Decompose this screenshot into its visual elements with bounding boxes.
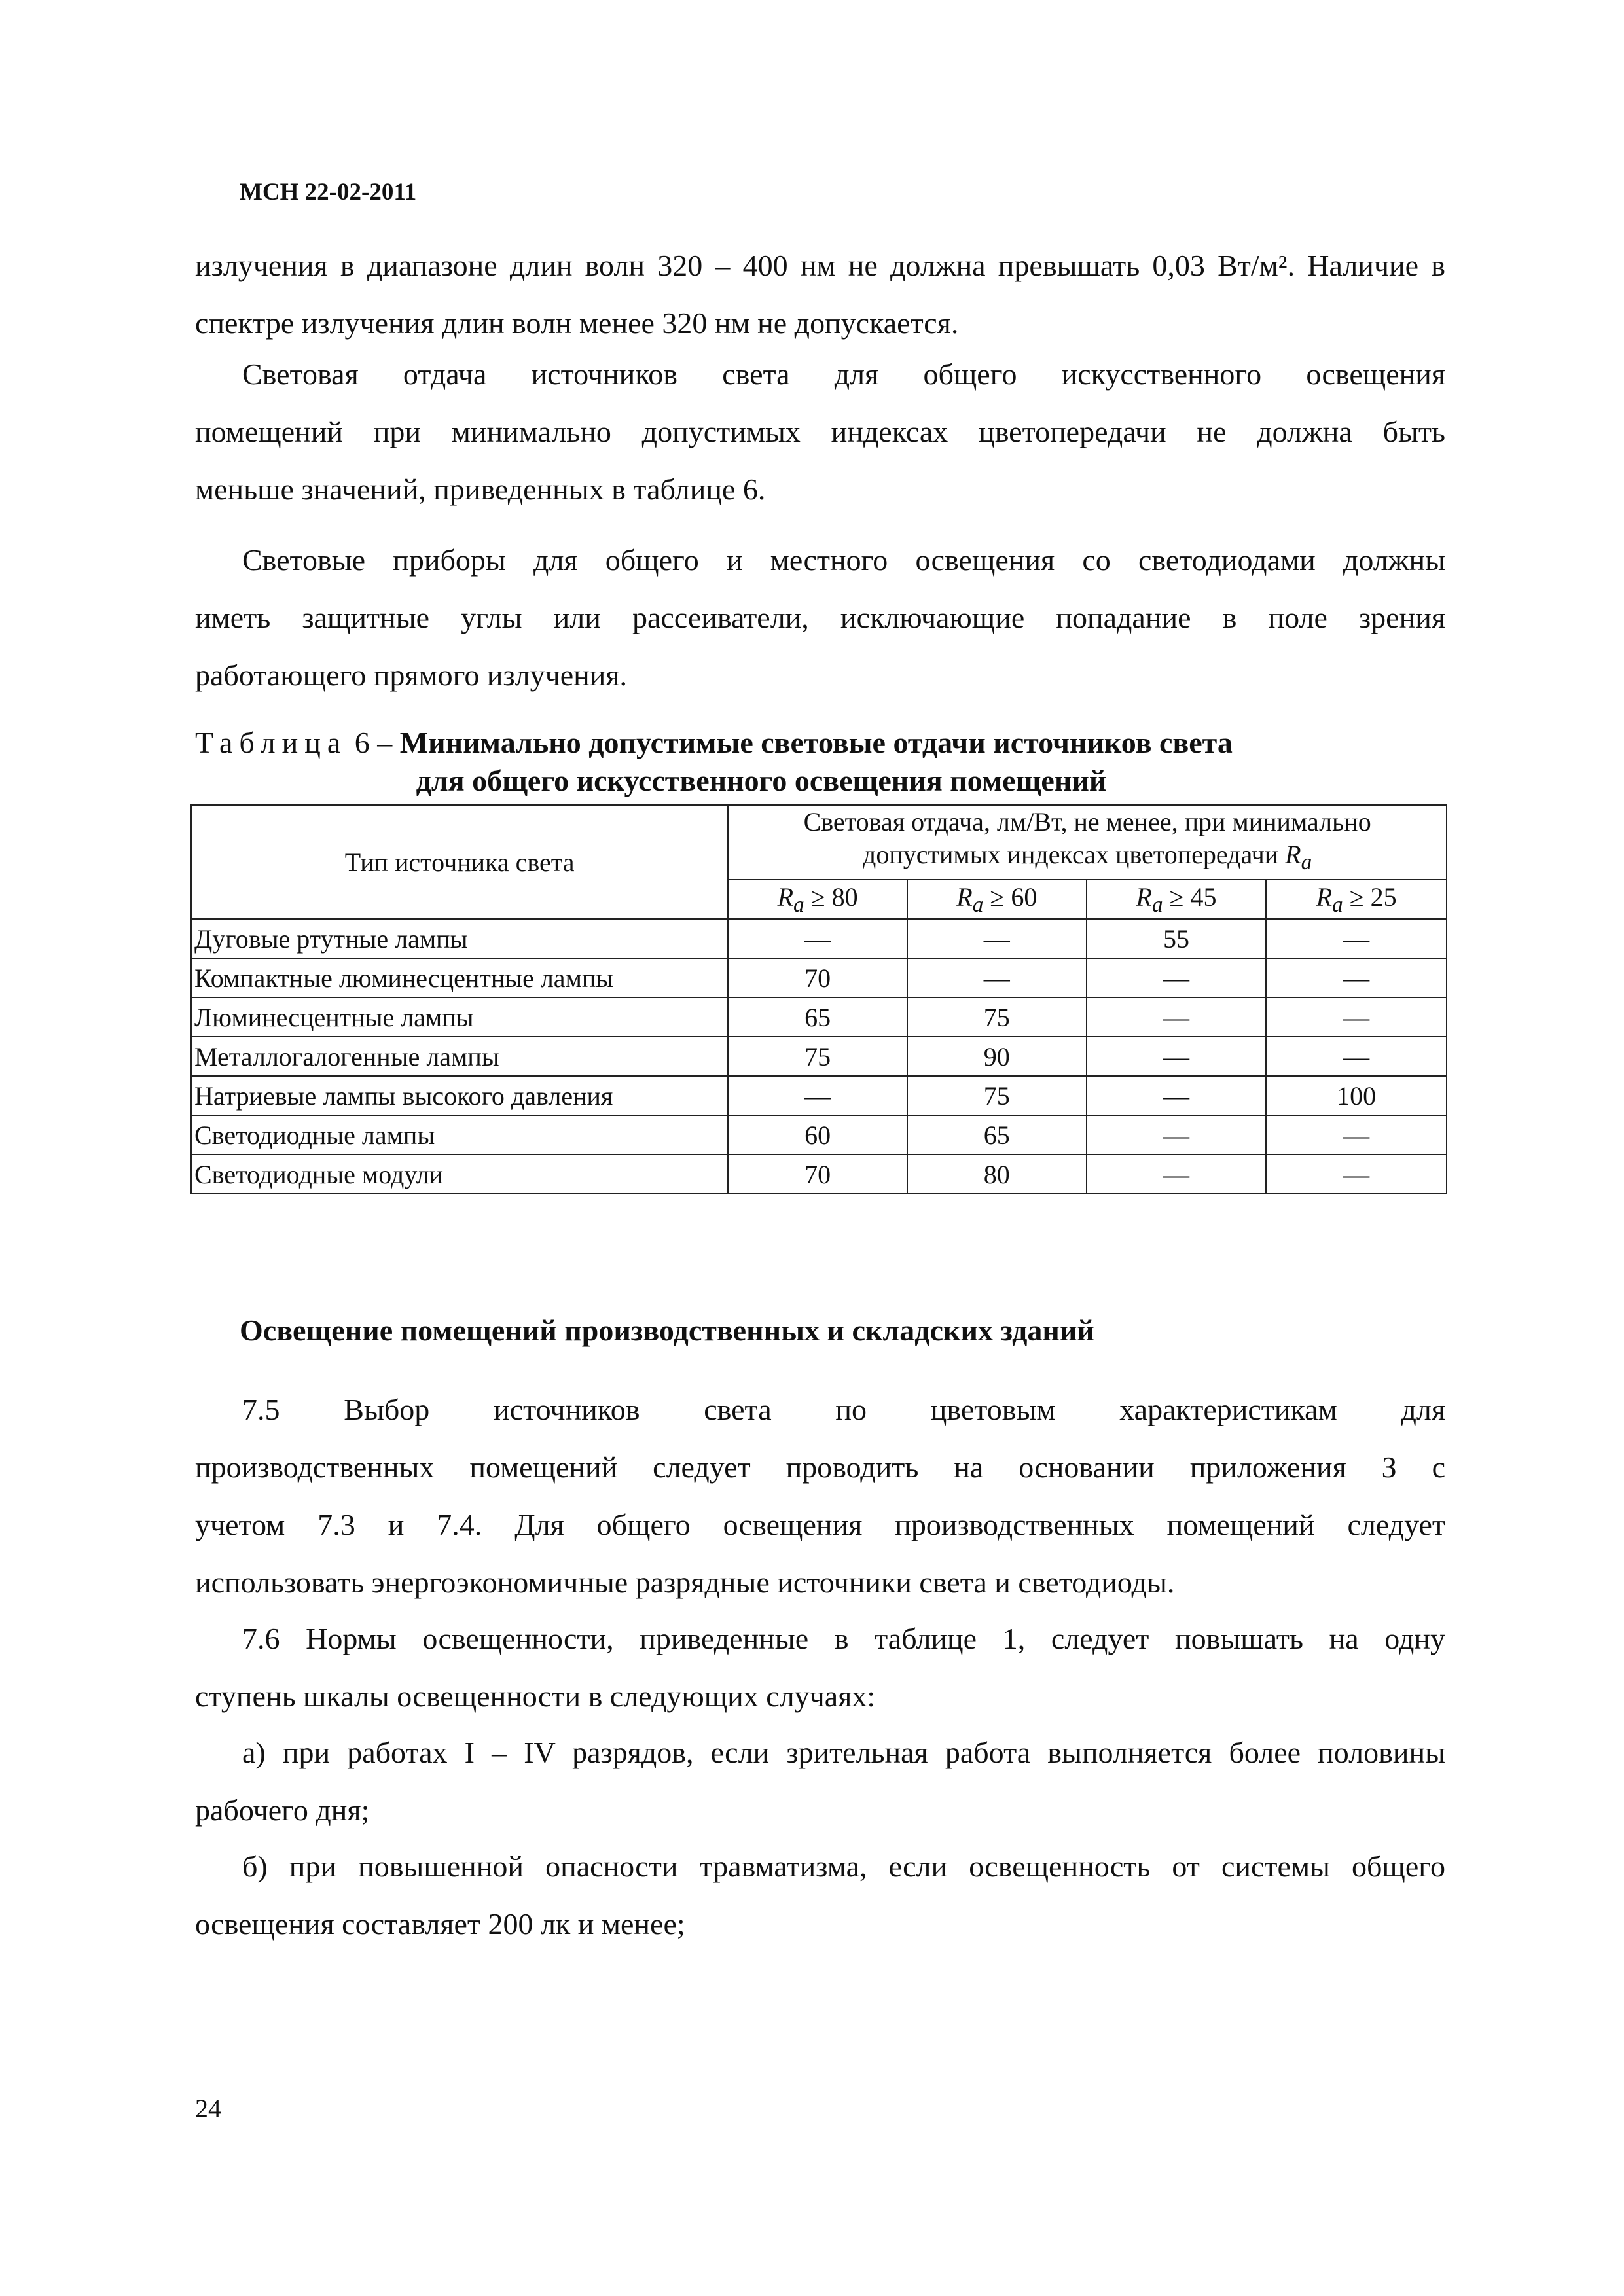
table-cell-value: — [1266, 919, 1447, 958]
table-row [191, 997, 1447, 1037]
paragraph-line: а) при работах I – IV разрядов, если зрительная работа выполняется более половины [242, 1736, 1445, 1769]
table-caption-title-line2: для общего искусственного освещения помещений [416, 764, 1107, 797]
table-cell-source-name: Натриевые лампы высокого давления [191, 1076, 728, 1115]
table-cell-value: 75 [907, 1076, 1087, 1115]
table-cell-source-name: Люминесцентные лампы [191, 997, 728, 1037]
paragraph-line: излучения в диапазоне длин волн 320 – 400 нм не должна превышать 0,03 Вт/м². Наличие в [195, 249, 1445, 282]
paragraph-luminous-efficacy [195, 346, 1445, 518]
ra-symbol: R [1285, 840, 1301, 869]
table-cell-value: — [1266, 1115, 1447, 1155]
table-cell-value: — [1266, 1155, 1447, 1194]
column-header-ra-60: $R_a \ge 60$ [907, 880, 1087, 919]
table-cell-source-name: Светодиодные лампы [191, 1115, 728, 1155]
table-header-row [191, 805, 1447, 880]
column-header-source-type: Тип источника света [191, 805, 728, 919]
table-cell-source-name: Компактные люминесцентные лампы [191, 958, 728, 997]
ra-subscript: a [1301, 850, 1312, 874]
paragraph-line: работающего прямого излучения. [195, 658, 628, 692]
table-caption-number: 6 – [354, 726, 393, 759]
column-header-ra-45: $R_a \ge 45$ [1087, 880, 1267, 919]
paragraph-line: 7.5 Выбор источников света по цветовым характеристикам для [242, 1393, 1445, 1426]
document-code: МСН 22-02-2011 [240, 179, 417, 206]
table-cell-value: — [1266, 1037, 1447, 1076]
section-title: Освещение помещений производственных и складских зданий [240, 1314, 1094, 1347]
group-header-line2: допустимых индексах цветопередачи [863, 840, 1279, 869]
table-cell-value: — [1266, 997, 1447, 1037]
table-caption-prefix: Таблица [195, 726, 348, 759]
list-item-a [195, 1724, 1445, 1839]
table-cell-value: — [728, 919, 907, 958]
table-row [191, 1037, 1447, 1076]
group-header-line1: Световая отдача, лм/Вт, не менее, при минимально [803, 807, 1371, 836]
table-cell-value: 90 [907, 1037, 1087, 1076]
table-cell-source-name: Светодиодные модули [191, 1155, 728, 1194]
table-cell-value: 70 [728, 1155, 907, 1194]
table-cell-value: — [1087, 1076, 1267, 1115]
column-header-efficacy-group [728, 805, 1447, 880]
paragraph-line: меньше значений, приведенных в таблице 6. [195, 473, 766, 506]
table-cell-value: 75 [728, 1037, 907, 1076]
paragraph-line: 7.6 Нормы освещенности, приведенные в таблице 1, следует повышать на одну [242, 1622, 1445, 1655]
table-cell-value: 65 [728, 997, 907, 1037]
table-cell-source-name: Дуговые ртутные лампы [191, 919, 728, 958]
paragraph-line: использовать энергоэкономичные разрядные источники света и светодиоды. [195, 1566, 1175, 1599]
table-cell-value: 80 [907, 1155, 1087, 1194]
paragraph-line: Световая отдача источников света для общего искусственного освещения [242, 357, 1445, 391]
table-cell-value: 60 [728, 1115, 907, 1155]
paragraph-7-5 [195, 1381, 1445, 1611]
table-cell-value: — [728, 1076, 907, 1115]
table-row [191, 919, 1447, 958]
table-cell-value: — [1087, 1155, 1267, 1194]
table-cell-value: — [1087, 1115, 1267, 1155]
list-item-b [195, 1838, 1445, 1953]
paragraph-line: Световые приборы для общего и местного освещения со светодиодами должны [242, 543, 1445, 577]
table-row [191, 958, 1447, 997]
table-cell-value: — [907, 919, 1087, 958]
column-header-ra-80: $R_a \ge 80$ [728, 880, 907, 919]
luminous-efficacy-table [190, 804, 1447, 1194]
table-cell-value: 55 [1087, 919, 1267, 958]
paragraph-line: учетом 7.3 и 7.4. Для общего освещения производственных помещений следует [195, 1508, 1445, 1541]
page-number: 24 [195, 2094, 221, 2123]
table-cell-value: — [1087, 958, 1267, 997]
paragraph-line: рабочего дня; [195, 1793, 370, 1827]
table-cell-value: 70 [728, 958, 907, 997]
table-cell-value: — [907, 958, 1087, 997]
table-row [191, 1155, 1447, 1194]
table-cell-value: 65 [907, 1115, 1087, 1155]
paragraph-line: иметь защитные углы или рассеиватели, исключающие попадание в поле зрения [195, 601, 1445, 634]
paragraph-line: освещения составляет 200 лк и менее; [195, 1907, 685, 1941]
paragraph-line: спектре излучения длин волн менее 320 нм не допускается. [195, 306, 959, 340]
paragraph-uv-limit [195, 237, 1445, 352]
table-cell-value: — [1087, 997, 1267, 1037]
table-row [191, 1076, 1447, 1115]
paragraph-line: производственных помещений следует проводить на основании приложения З с [195, 1450, 1445, 1484]
table-cell-value: 75 [907, 997, 1087, 1037]
table-caption [195, 724, 1445, 800]
column-header-ra-25: $R_a \ge 25$ [1266, 880, 1447, 919]
table-cell-source-name: Металлогалогенные лампы [191, 1037, 728, 1076]
table-cell-value: — [1087, 1037, 1267, 1076]
paragraph-line: помещений при минимально допустимых индексах цветопередачи не должна быть [195, 415, 1445, 448]
table-row [191, 1115, 1447, 1155]
paragraph-line: б) при повышенной опасности травматизма, если освещенность от системы общего [242, 1850, 1445, 1883]
paragraph-led-luminaires [195, 531, 1445, 704]
paragraph-7-6 [195, 1610, 1445, 1725]
table-cell-value: 100 [1266, 1076, 1447, 1115]
table-caption-title-line1: Минимально допустимые световые отдачи источников света [399, 726, 1233, 759]
table-cell-value: — [1266, 958, 1447, 997]
paragraph-line: ступень шкалы освещенности в следующих случаях: [195, 1679, 876, 1713]
